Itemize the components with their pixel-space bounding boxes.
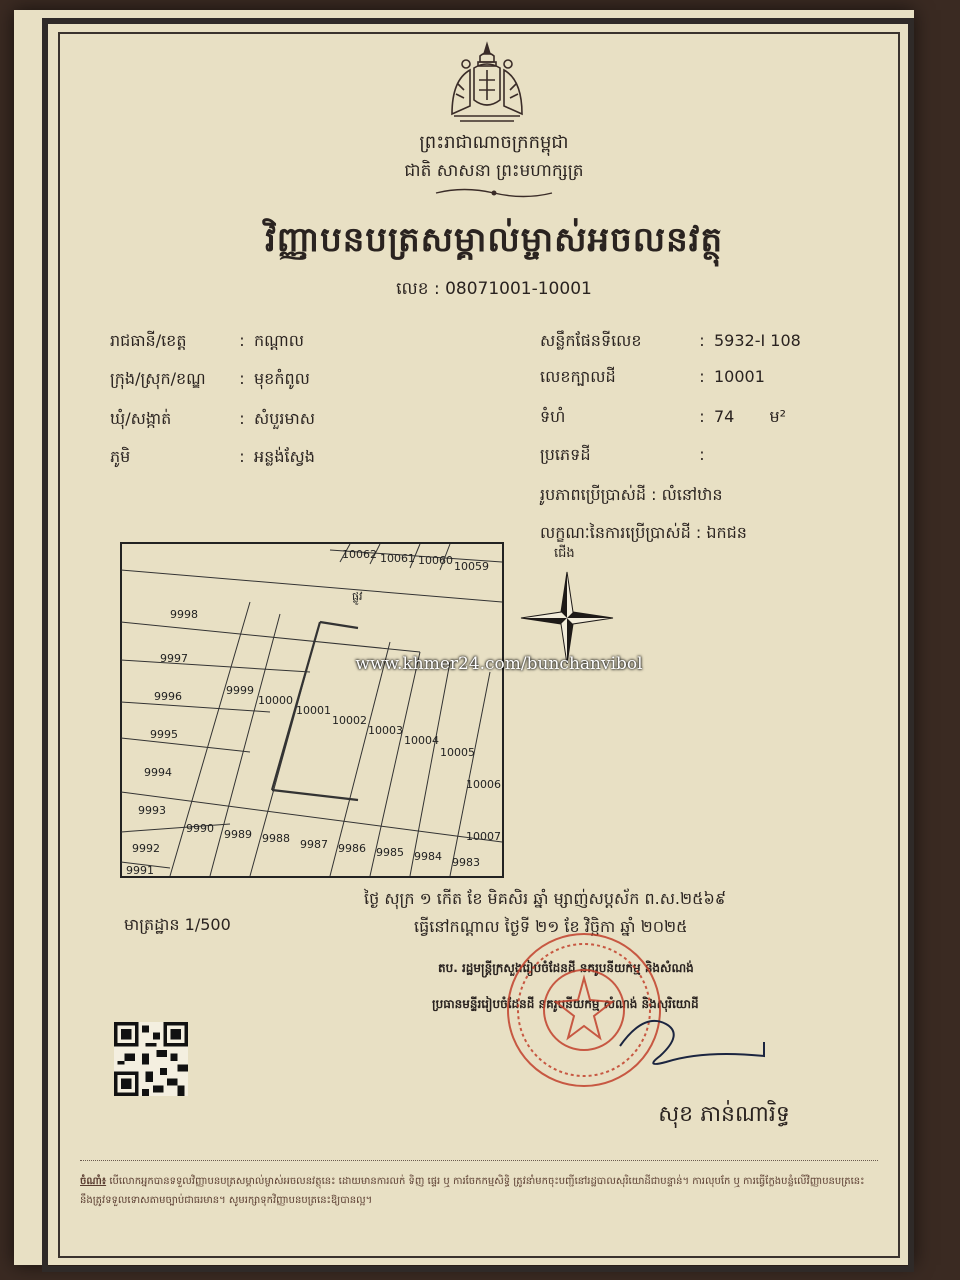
field-label: ក្រុង/ស្រុក/ខណ្ឌ [110, 369, 206, 388]
parcel-label-10005: 10005 [440, 746, 475, 759]
field-value: អន្លង់ស្វែង [254, 447, 315, 466]
field-village: ភូមិ : អន្លង់ស្វែង [110, 446, 315, 470]
field-label: លេខក្បាលដី [540, 367, 616, 386]
signer-name: សុខ ភាន់ណារិទ្ធ [658, 1102, 790, 1127]
parcel-label-10003: 10003 [368, 724, 403, 737]
parcel-label-10002: 10002 [332, 714, 367, 727]
parcel-label-9990: 9990 [186, 822, 214, 835]
field-value: ឯកជន [706, 523, 747, 542]
lunar-date: ថ្ងៃ សុក្រ ១ កើត ខែ មិគសិរ ឆ្នាំ ម្សាញ់សប្តស័ក ព.ស.២៥៦៩ [364, 889, 727, 908]
field-label: លក្ខណៈនៃការប្រើប្រាស់ដី [540, 523, 691, 542]
parcel-label-10007: 10007 [466, 830, 501, 843]
field-value: លំនៅឋាន [661, 485, 723, 504]
authority-title: ប្រធានមន្ទីររៀបចំដែនដី នគរូបនីយកម្ម សំណង់ និងសុរិយោដី [432, 997, 699, 1011]
parcel-label-9996: 9996 [154, 690, 182, 703]
parcel-label-9985: 9985 [376, 846, 404, 859]
field-label: សន្លឹកផែនទីលេខ [540, 331, 642, 350]
field-use-type: លក្ខណៈនៃការប្រើប្រាស់ដី : ឯកជន [540, 523, 747, 542]
parcel-label-9984: 9984 [414, 850, 442, 863]
map-scale: មាត្រដ្ឋាន 1/500 [124, 915, 231, 934]
field-province: រាជធានី/ខេត្ត : កណ្ដាល [110, 330, 304, 354]
field-value: មុខកំពូល [254, 369, 310, 388]
parcel-label-9995: 9995 [150, 728, 178, 741]
national-motto: ជាតិ សាសនា ព្រះមហាក្សត្រ [404, 161, 584, 181]
certificate-number: លេខ : 08071001-10001 [396, 279, 592, 299]
field-land-type: ប្រភេទដី : [540, 444, 714, 468]
qr-code-icon [114, 1022, 188, 1096]
field-label: ឃុំ/សង្កាត់ [110, 409, 172, 428]
royal-coat-of-arms-icon [444, 40, 530, 126]
signature-icon [614, 1006, 774, 1076]
field-commune: ឃុំ/សង្កាត់ : សំបួរមាស [110, 408, 315, 432]
field-area: ទំហំ : 74 ម² [540, 406, 786, 430]
field-land-use: រូបភាពប្រើប្រាស់ដី : លំនៅឋាន [540, 485, 723, 504]
parcel-label-10061: 10061 [380, 552, 415, 565]
footnote-divider [80, 1160, 878, 1161]
area-unit: ម² [769, 407, 787, 426]
field-label: ប្រភេទដី [540, 445, 591, 464]
certificate-number-value: 08071001-10001 [445, 279, 592, 299]
footnote [80, 1172, 880, 1210]
field-value: 10001 [714, 367, 765, 386]
document-title: វិញ្ញាបនបត្រសម្គាល់ម្ចាស់អចលនវត្ថុ [264, 220, 724, 260]
parcel-label-10000: 10000 [258, 694, 293, 707]
field-label: រូបភាពប្រើប្រាស់ដី [540, 485, 647, 504]
parcel-label-10006: 10006 [466, 778, 501, 791]
parcel-label-9992: 9992 [132, 842, 160, 855]
compass-rose-icon [519, 570, 615, 666]
parcel-label-10059: 10059 [454, 560, 489, 573]
cadastral-map [120, 542, 504, 878]
issue-date: ធ្វើនៅកណ្ដាល ថ្ងៃទី ២១ ខែ វិច្ឆិកា ឆ្នាំ ២០២៥ [414, 917, 688, 936]
field-value: កណ្ដាល [254, 331, 304, 350]
parcel-label-9987: 9987 [300, 838, 328, 851]
field-value: សំបួរមាស [254, 409, 315, 428]
field-value: 5932-I 108 [714, 331, 801, 350]
field-value: 74 [714, 407, 735, 426]
field-map-sheet: សន្លឹកផែនទីលេខ : 5932-I 108 [540, 330, 801, 354]
north-label: ជើង [554, 546, 575, 561]
parcel-label-9983: 9983 [452, 856, 480, 869]
certificate-sheet [14, 10, 914, 1265]
footnote-text: បើលោកអ្នកបានទទួលវិញ្ញាបនបត្រសម្គាល់ម្ចាស់អចលនវត្ថុនេះ ដោយមានការលក់ ទិញ ផ្ទេរ ឬ ការចែកកម្មសិទ្ធិ ត្រូវនាំមកចុះបញ្ជីនៅរដ្ឋបាលសុរិយោដីជាបន្ទាន់។ ការលុបកែ ឬ ការធ្វើក្លែងបន្លំលើវិញ្ញាបនបត្រនេះ នឹងត្រូវទទួលទោសតាមច្បាប់ជាធរមាន។ សូមរក្សាទុកវិញ្ញាបនបត្រនេះឱ្យបានល្អ។ [80, 1176, 865, 1206]
parcel-label-9991: 9991 [126, 864, 154, 877]
parcel-label-9986: 9986 [338, 842, 366, 855]
field-district: ក្រុង/ស្រុក/ខណ្ឌ : មុខកំពូល [110, 368, 310, 392]
field-label: ភូមិ [110, 447, 131, 466]
ornament-divider-icon [434, 186, 554, 200]
field-parcel-number: លេខក្បាលដី : 10001 [540, 366, 765, 390]
parcel-label-9998: 9998 [170, 608, 198, 621]
parcel-label-9994: 9994 [144, 766, 172, 779]
authority-line: តប. រដ្ឋមន្ត្រីក្រសួងរៀបចំដែនដី នគរូបនីយកម្ម និងសំណង់ [438, 961, 694, 975]
parcel-label-9993: 9993 [138, 804, 166, 817]
field-label: ទំហំ [540, 407, 566, 426]
parcel-label-9997: 9997 [160, 652, 188, 665]
parcel-label-10001: 10001 [296, 704, 331, 717]
field-label: រាជធានី/ខេត្ត [110, 331, 187, 350]
parcel-label-10060: 10060 [418, 554, 453, 567]
footnote-label: ចំណាំ៖ [80, 1176, 107, 1187]
road-label: ផ្លូវ [352, 590, 363, 603]
kingdom-name: ព្រះរាជាណាចក្រកម្ពុជា [419, 132, 569, 153]
certificate-number-label: លេខ [396, 279, 429, 299]
parcel-label-9988: 9988 [262, 832, 290, 845]
parcel-label-10062: 10062 [342, 548, 377, 561]
parcel-label-9999: 9999 [226, 684, 254, 697]
watermark-url: www.khmer24.com/bunchanvibol [355, 654, 643, 674]
parcel-label-10004: 10004 [404, 734, 439, 747]
parcel-label-9989: 9989 [224, 828, 252, 841]
